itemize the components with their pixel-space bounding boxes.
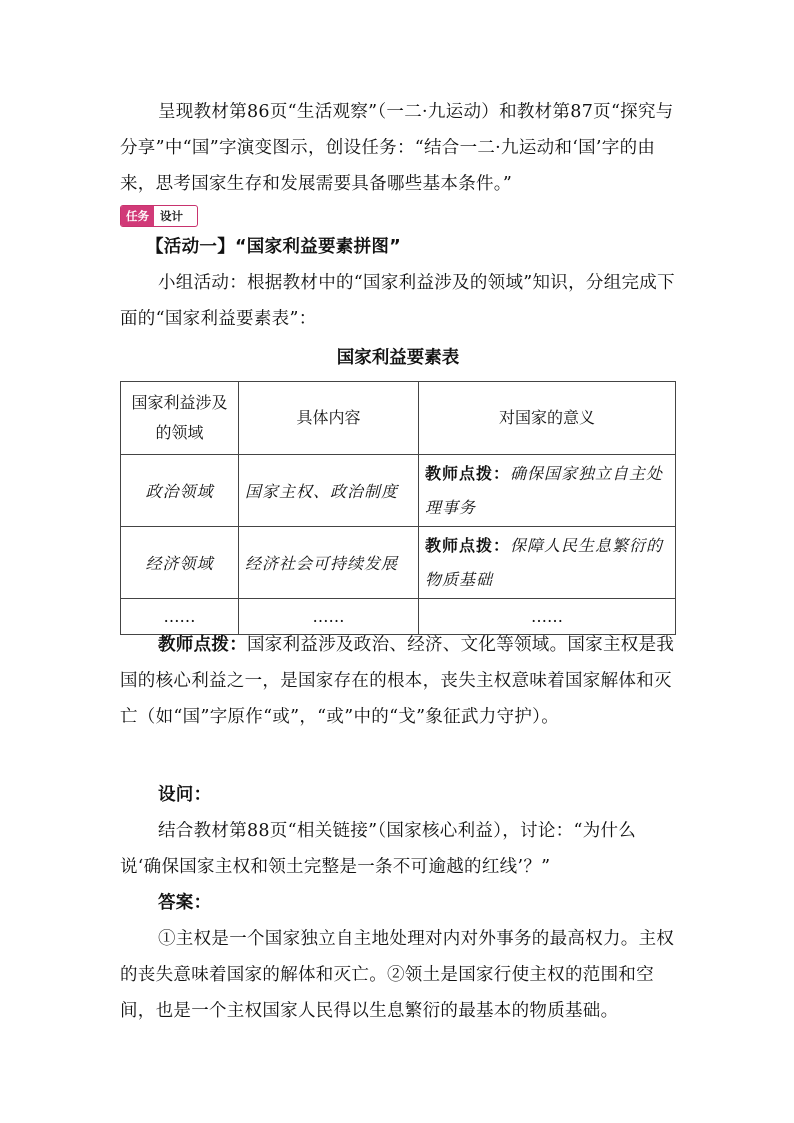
teacher-tip-text: 确保国家独立自主处理事务 [425, 463, 664, 517]
table-row [121, 527, 676, 599]
table-caption: 国家利益要素表 [336, 348, 460, 368]
table-cell-meaning [419, 527, 676, 599]
badge-design-label: 设计 [154, 206, 189, 226]
table-cell-meaning [419, 455, 676, 527]
badge-task-label: 任务 [121, 206, 154, 226]
teacher-tip-label: 教师点拨： [425, 463, 511, 483]
table-cell-content: 国家主权、政治制度 [239, 455, 419, 527]
question-label: 设问： [158, 785, 212, 805]
table-cell-content: 经济社会可持续发展 [239, 527, 419, 599]
group-activity-label: 小组活动： [158, 273, 247, 293]
teacher-tip-label: 教师点拨： [425, 535, 511, 555]
national-interest-table [120, 381, 676, 635]
teacher-tip-label: 教师点拨： [158, 635, 247, 655]
group-activity-paragraph [120, 265, 676, 337]
table-header-meaning: 对国家的意义 [419, 382, 676, 455]
intro-paragraph: 呈现教材第86页“生活观察”（一二·九运动）和教材第87页“探究与分享”中“国”字演变图示，创设任务：“结合一二·九运动和‘国’字的由来，思考国家生存和发展需要具备哪些基本条件。” [120, 102, 674, 194]
table-header-field: 国家利益涉及的领域 [121, 382, 239, 455]
table-header-row [121, 382, 676, 455]
table-cell-field: 经济领域 [121, 527, 239, 599]
table-cell-field: …… [121, 599, 239, 635]
group-activity-text: 根据教材中的“国家利益涉及的领域”知识，分组完成下面的“国家利益要素表”： [120, 273, 675, 329]
answer-paragraph: ①主权是一个国家独立自主地处理对内对外事务的最高权力。主权的丧失意味着国家的解体和灭亡。②领土是国家行使主权的范围和空间，也是一个主权国家人民得以生息繁衍的最基本的物质基础。 [120, 929, 675, 1021]
task-design-badge [120, 205, 198, 227]
teacher-tip-paragraph [120, 627, 676, 735]
table-row [121, 455, 676, 527]
table-cell-content: …… [239, 599, 419, 635]
activity-title: 【活动一】“国家利益要素拼图” [146, 237, 402, 257]
teacher-tip-text: 国家利益涉及政治、经济、文化等领域。国家主权是我国的核心利益之一，是国家存在的根本，丧失主权意味着国家解体和灭亡（如“国”字原作“或”，“或”中的“戈”象征武力守护）。 [120, 635, 675, 727]
table-cell-meaning: …… [419, 599, 676, 635]
table-header-content: 具体内容 [239, 382, 419, 455]
table-cell-field: 政治领域 [121, 455, 239, 527]
answer-label: 答案： [158, 893, 212, 913]
teacher-tip-text: 保障人民生息繁衍的物质基础 [425, 535, 664, 589]
question-paragraph: 结合教材第88页“相关链接”（国家核心利益），讨论：“为什么说‘确保国家主权和领土完整是一条不可逾越的红线’？” [120, 821, 637, 877]
